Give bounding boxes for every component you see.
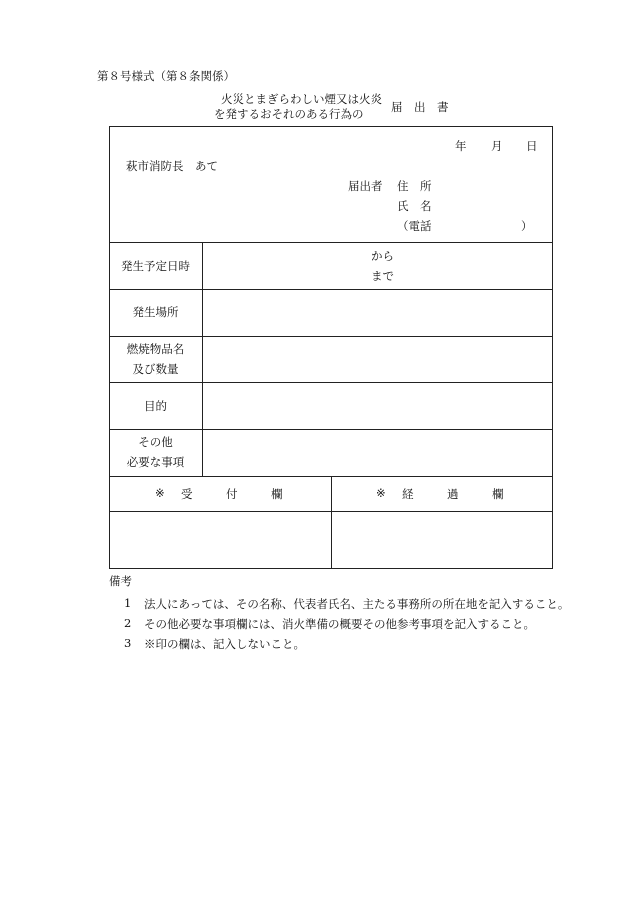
occurrence-place-label: 発生場所 xyxy=(132,305,179,319)
reception-mark: ※ xyxy=(155,486,165,500)
date-to-label: まで xyxy=(371,269,394,283)
date-month-label: 月 xyxy=(491,139,503,153)
remarks-title: 備考 xyxy=(109,574,132,588)
purpose-label: 目的 xyxy=(144,399,167,413)
phone-open: （電話 xyxy=(397,219,432,233)
document-title-line2: を発するおそれのある行為の xyxy=(214,107,364,121)
document-title-suffix: 届 出 書 xyxy=(391,100,449,114)
remark-text: その他必要な事項欄には、消火準備の概要その他参考事項を記入すること。 xyxy=(144,617,535,631)
addressee: 萩市消防長 あて xyxy=(126,159,218,173)
progress-char-2: 過 xyxy=(447,487,459,501)
row-divider xyxy=(109,242,553,243)
progress-char-3: 欄 xyxy=(492,487,504,501)
occurrence-date-label: 発生予定日時 xyxy=(121,259,190,273)
date-day-label: 日 xyxy=(526,139,538,153)
form-number: 第８号様式（第８条関係） xyxy=(97,69,235,83)
remark-number: 1 xyxy=(124,596,132,610)
applicant-label: 届出者 xyxy=(348,179,383,193)
phone-close: ） xyxy=(521,219,533,233)
row-divider xyxy=(109,289,553,290)
progress-mark: ※ xyxy=(376,486,386,500)
other-matters-label-line1: その他 xyxy=(138,435,173,449)
address-label: 住 所 xyxy=(397,179,432,193)
remark-text: ※印の欄は、記入しないこと。 xyxy=(144,637,305,651)
burning-material-label-line1: 燃焼物品名 xyxy=(126,342,185,356)
other-matters-label-line2: 必要な事項 xyxy=(126,455,185,469)
name-label: 氏 名 xyxy=(397,199,432,213)
row-divider xyxy=(109,382,553,383)
reception-char-1: 受 xyxy=(181,487,193,501)
remark-number: 2 xyxy=(124,616,132,630)
row-divider xyxy=(109,336,553,337)
row-divider xyxy=(109,429,553,430)
bottom-column-divider xyxy=(331,476,332,569)
remark-text: 法人にあっては、その名称、代表者氏名、主たる事務所の所在地を記入すること。 xyxy=(144,597,570,611)
burning-material-label-line2: 及び数量 xyxy=(132,362,179,376)
label-column-divider xyxy=(202,242,203,476)
document-title-line1: 火災とまぎらわしい煙又は火炎 xyxy=(221,92,382,106)
date-from-label: から xyxy=(371,249,394,263)
date-year-label: 年 xyxy=(455,139,467,153)
remark-number: 3 xyxy=(124,636,132,650)
reception-char-3: 欄 xyxy=(271,487,283,501)
progress-char-1: 経 xyxy=(402,487,414,501)
reception-char-2: 付 xyxy=(226,487,238,501)
